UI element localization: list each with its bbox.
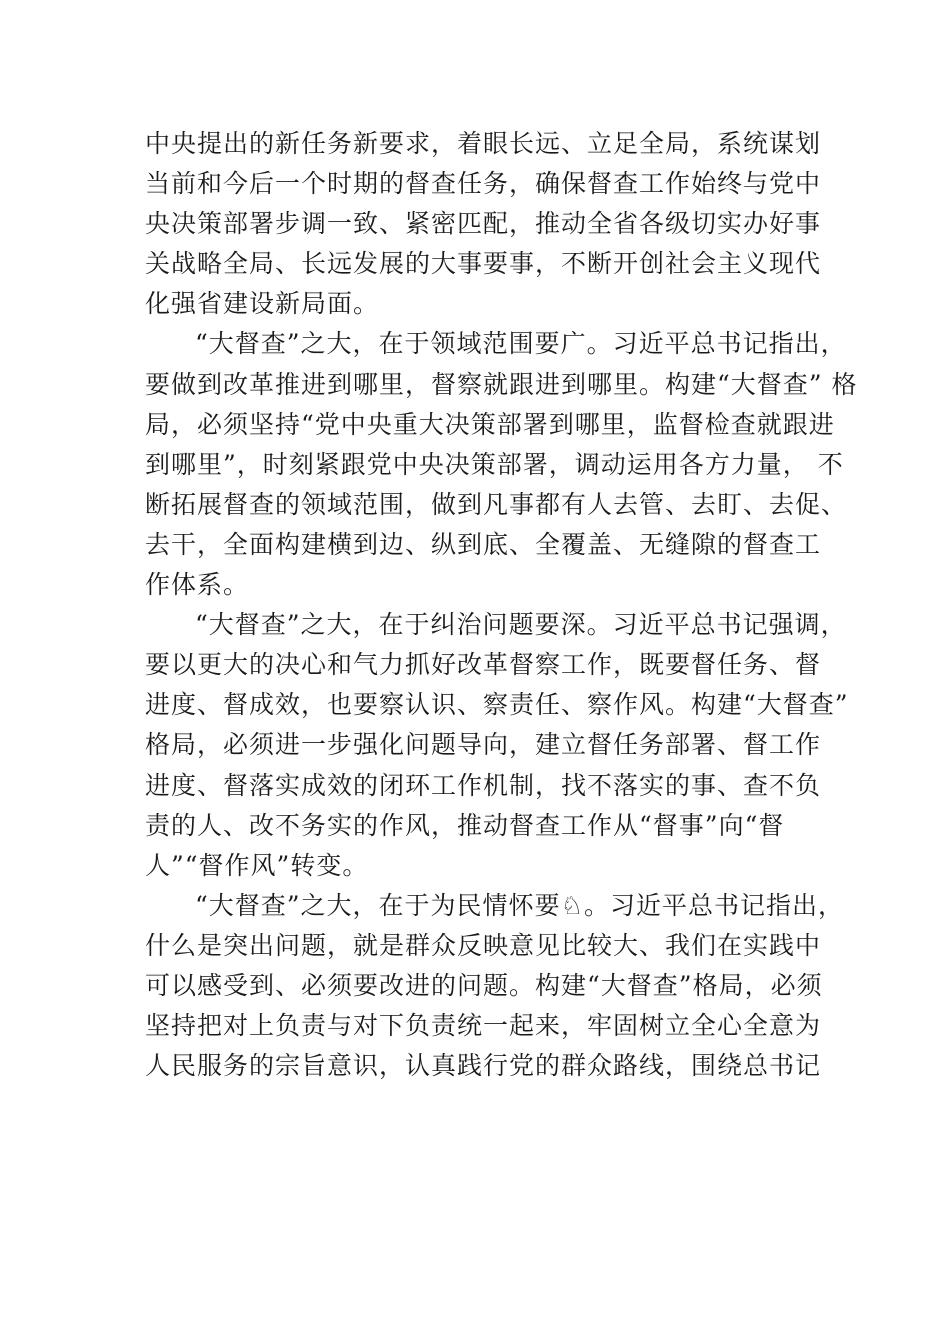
text-line: 进度、督落实成效的闭环工作机制，找不落实的事、查不负 — [145, 770, 822, 800]
paragraph-3 — [145, 605, 849, 886]
text-line: 坚持把对上负责与对下负责统一起来，牢固树立全心全意为 — [145, 1011, 822, 1041]
text-line: “大督查”之大，在于领域范围要广。习近平总书记指出， — [195, 329, 847, 359]
text-line: 人”“督作风”转变。 — [145, 850, 369, 880]
text-line: 责的人、改不务实的作风，推动督查工作从“督事”向“督 — [145, 810, 785, 840]
text-line: 中央提出的新任务新要求，着眼长远、立足全局，系统谋划 — [145, 129, 822, 158]
text-line: “大督查”之大，在于为民情怀要♘。习近平总书记指出， — [195, 890, 844, 920]
text-line: 可以感受到、必须要改进的问题。构建“大督查”格局，必须 — [145, 970, 823, 1000]
text-line: 央决策部署步调一致、紧密匹配，推动全省各级切实办好事 — [145, 209, 822, 239]
text-line: 作体系。 — [145, 570, 250, 600]
text-line: 到哪里”，时刻紧跟党中央决策部署，调动运用各方力量， 不 — [145, 449, 844, 479]
paragraph-4 — [145, 886, 844, 1086]
paragraph-2 — [145, 324, 858, 605]
text-line: 去干，全面构建横到边、纵到底、全覆盖、无缝隙的督查工 — [145, 529, 822, 559]
text-line: 进度、督成效，也要察认识、察责任、察作风。构建“大督查” — [145, 690, 849, 720]
text-line: 局，必须坚持“党中央重大决策部署到哪里，监督检查就跟进 — [145, 409, 835, 439]
text-line: 格局，必须进一步强化问题导向，建立督任务部署、督工作 — [145, 730, 822, 760]
text-line: 要以更大的决心和气力抓好改革督察工作，既要督任务、督 — [145, 650, 822, 680]
text-line: 人民服务的宗旨意识，认真践行党的群众路线，围绕总书记 — [145, 1051, 822, 1081]
text-line: 要做到改革推进到哪里，督察就跟进到哪里。构建“大督查” 格 — [145, 369, 858, 399]
text-line: 什么是突出问题，就是群众反映意见比较大、我们在实践中 — [145, 930, 822, 960]
text-line: 化强省建设新局面。 — [145, 289, 380, 319]
text-line: 断拓展督查的领域范围，做到凡事都有人去管、去盯、去促、 — [145, 489, 848, 519]
text-line: 关战略全局、长远发展的大事要事，不断开创社会主义现代 — [145, 249, 822, 279]
text-line: 当前和今后一个时期的督查任务，确保督查工作始终与党中 — [145, 169, 822, 199]
text-line: “大督查”之大，在于纠治问题要深。习近平总书记强调， — [195, 610, 847, 640]
paragraph-1 — [145, 124, 825, 324]
document-body — [145, 124, 858, 1086]
